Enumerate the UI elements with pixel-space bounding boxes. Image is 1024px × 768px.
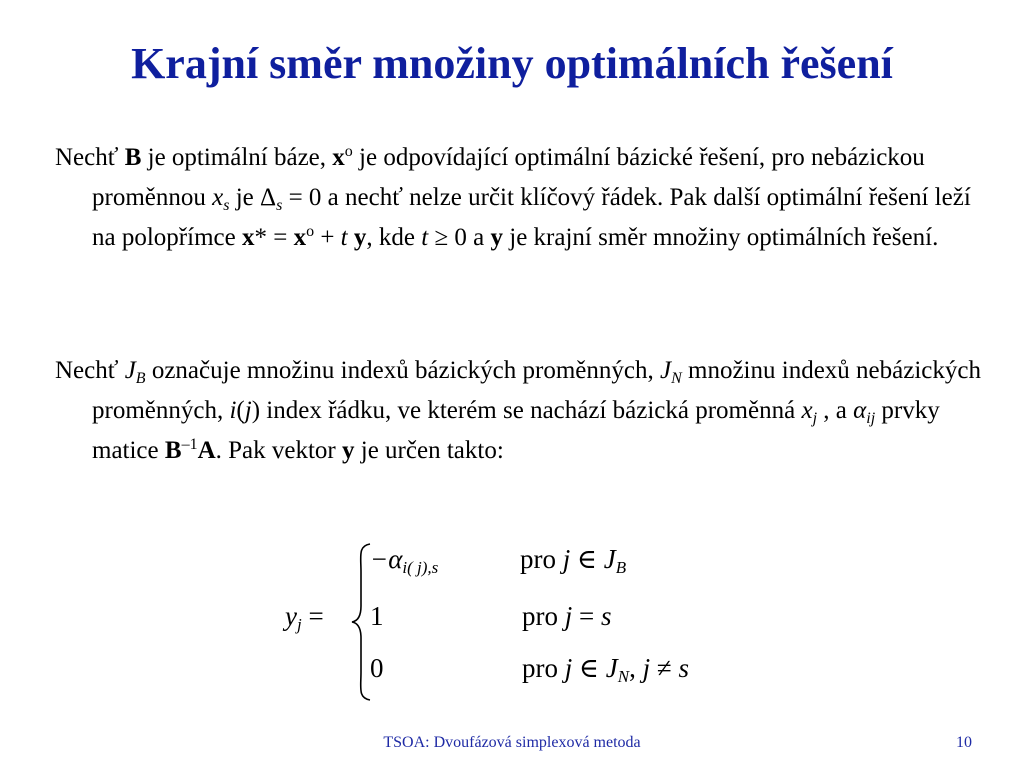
p1-italic-x: x xyxy=(212,184,224,211)
formula-J-sub: N xyxy=(617,667,630,686)
p1-text: , kde xyxy=(366,224,422,251)
p1-italic-t: t xyxy=(421,224,429,251)
p2-text: označuje množinu indexů bázických proměnných, xyxy=(145,357,660,384)
p2-text: , a xyxy=(817,397,854,424)
left-brace-icon xyxy=(350,542,372,702)
p2-sub: ij xyxy=(866,410,876,427)
paragraph-1 xyxy=(55,138,997,258)
p2-italic-x: x xyxy=(801,397,813,424)
formula-j: j xyxy=(562,544,571,574)
p1-sup: o xyxy=(306,223,315,240)
p1-bold-x: x xyxy=(332,144,345,171)
p1-text: + xyxy=(314,224,341,251)
formula-J: J xyxy=(603,544,616,574)
p2-text: množinu indexů nebázických proměnných, xyxy=(92,357,981,424)
p1-bold-B: B xyxy=(124,144,142,171)
slide-title: Krajní směr množiny optimálních řešení xyxy=(131,39,893,88)
p1-italic-t: t xyxy=(340,224,348,251)
formula-pro: pro xyxy=(520,544,556,574)
p2-text: ) index řádku, ve kterém se nachází bázická proměnná xyxy=(251,397,802,424)
p2-italic-J: J xyxy=(124,357,136,384)
formula-y: y xyxy=(285,601,297,631)
p1-text: je Δ xyxy=(229,184,277,211)
p2-italic-J: J xyxy=(659,357,672,384)
p2-sub: B xyxy=(135,370,146,387)
formula-comma: , xyxy=(629,653,636,683)
p2-text: . Pak vektor xyxy=(215,437,343,464)
formula-J: J xyxy=(605,653,618,683)
p1-bold-y: y xyxy=(490,224,504,251)
p1-text: * = xyxy=(254,224,294,251)
formula-alpha-sub: i( j),s xyxy=(402,558,439,577)
p2-text: ( xyxy=(236,397,245,424)
formula-equals: = xyxy=(579,601,595,631)
formula-row-1-cond xyxy=(520,544,627,577)
formula-in: ∈ xyxy=(577,544,598,574)
formula-row-1-value xyxy=(370,544,439,577)
formula-s: s xyxy=(601,601,612,631)
p1-bold-x: x xyxy=(293,224,307,251)
formula-row-2-cond xyxy=(522,603,612,630)
formula-alpha: −α xyxy=(370,544,403,574)
formula-s: s xyxy=(678,653,689,683)
p1-sup: o xyxy=(344,143,353,160)
p1-text: je optimální báze, xyxy=(141,144,333,171)
p2-alpha: α xyxy=(853,397,867,424)
p2-text: Nechť xyxy=(55,357,125,384)
formula-pro: pro xyxy=(522,601,558,631)
formula-lhs xyxy=(285,601,324,634)
p1-sub-s: s xyxy=(276,197,283,214)
formula-in: ∈ xyxy=(579,653,600,683)
p2-text: je určen takto: xyxy=(354,437,504,464)
p1-text: Nechť xyxy=(55,144,125,171)
p2-bold-B: B xyxy=(164,437,182,464)
p2-text: prvky matice xyxy=(92,397,940,464)
formula-row-2-value: 1 xyxy=(370,601,384,631)
p2-sub: j xyxy=(812,410,818,427)
p1-text: ≥ 0 a xyxy=(428,224,491,251)
formula-not-equal: ≠ xyxy=(656,653,672,683)
formula-J-sub: B xyxy=(615,558,627,577)
formula-row-3-value: 0 xyxy=(370,653,384,683)
p2-italic-i: i xyxy=(229,397,237,424)
formula-j: j xyxy=(296,615,302,634)
p2-bold-y: y xyxy=(342,437,355,464)
page-number: 10 xyxy=(956,734,972,751)
p2-sup: –1 xyxy=(181,436,198,453)
p2-bold-A: A xyxy=(197,437,216,464)
p1-bold-y: y xyxy=(353,224,367,251)
p2-italic-j: j xyxy=(244,397,252,424)
p1-bold-x: x xyxy=(241,224,255,251)
formula-equals: = xyxy=(308,601,324,631)
p2-sub: N xyxy=(671,370,682,387)
p1-text: je odpovídající optimální bázické řešení, pro nebázickou proměnnou xyxy=(92,144,925,211)
formula-j: j xyxy=(564,601,573,631)
paragraph-2 xyxy=(55,351,997,471)
footer-title: TSOA: Dvoufázová simplexová metoda xyxy=(383,734,641,751)
formula-j: j xyxy=(564,653,573,683)
p1-sub-s: s xyxy=(223,197,230,214)
formula-row-3-cond xyxy=(522,653,689,686)
p1-text: je krajní směr množiny optimálních řešení. xyxy=(503,224,939,251)
formula-pro: pro xyxy=(522,653,558,683)
formula-j: j xyxy=(642,653,651,683)
p1-text: = 0 a nechť nelze určit klíčový řádek. Pak další optimální řešení leží na polopřímce xyxy=(92,184,971,251)
